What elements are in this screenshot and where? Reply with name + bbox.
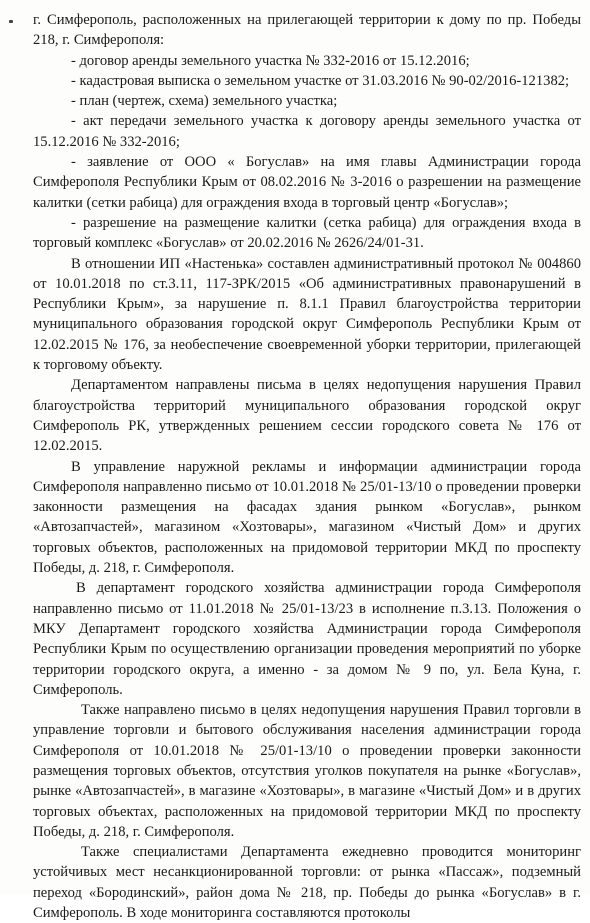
list-item-cadastral-extract: - кадастровая выписка о земельном участке от 31.03.2016 № 90-02/2016-121382; [71, 72, 570, 89]
paragraph-trade-rules: Также направлено письмо в целях недопущения нарушения Правил торговли в управление торговли и бытового обслуживания населения администрации города Симферополя от 10.01.2018 № 25/01-13/10 о проведении проверки законности размещения торговых объектов, отсутствия уголков покупателя на рынке «Богуслав», рынке «Автозапчастей», в магазине «Хозтовары», в магазине «Чистый Дом» и в других торговых объектах, расположенных на придомовой территории МКД по проспекту Победы, д. 218, г. Симферополя. [33, 702, 581, 840]
scan-mark [9, 20, 13, 23]
list-item-permit: - разрешение на размещение калитки (сетка рабица) для ограждения входа в торговый комплекс «Богуслав» от 20.02.2016 № 2626/24/01-31. [33, 214, 581, 252]
list-item-land-plan: - план (чертеж, схема) земельного участка; [71, 93, 338, 110]
paragraph-letters: Департаментом направлены письма в целях недопущения нарушения Правил благоустройства территорий муниципального образования городской округ Симферополь РК, утвержденных решением сессии городского совета № 176 от 12.02.2015. [33, 377, 581, 455]
paragraph-city-economy: В департамент городского хозяйства администрации города Симферополя направленно письмо от 11.01.2018 № 25/01-13/23 в исполнение п.3.13. Положения о МКУ Департамент городского хозяйства Администрации города Симферополя Республики Крым по осуществлению организации проведения мероприятий по уборке территории городского округа, а именно - за домом № 9 по, ул. Бела Куна, г. Симферополь. [33, 580, 581, 698]
list-item-lease-agreement: - договор аренды земельного участка № 332-2016 от 15.12.2016; [71, 52, 470, 69]
list-item-application: - заявление от ООО « Богуслав» на имя главы Администрации города Симферополя Республики Крым от 08.02.2016 № 3-2016 о разрешении на размещение калитки (сетки рабица) для ограждения входа в торговый центр «Богуслав»; [33, 154, 581, 211]
paragraph-monitoring: Также специалистами Департамента ежедневно проводится мониторинг устойчивых мест несанкционированной торговли: от рынка «Пассаж», подземный переход «Бородинский», район дома № 218, пр. Победы до рынка «Богуслав» в г. Симферополь. В ходе мониторинга составляются протоколы [33, 844, 581, 922]
paragraph-intro: г. Симферополь, расположенных на прилегающей территории к дому по пр. Победы 218, г. Симферополя: [33, 12, 581, 49]
paragraph-advertising: В управление наружной рекламы и информации администрации города Симферополя направленно письмо от 10.01.2018 № 25/01-13/10 о проведении проверки законности размещения на фасадах здания рынком «Богуслав», рынком «Автозапчастей», магазином «Хозтовары», магазином «Чистый Дом» и других торговых объектов, расположенных на придомовой территории МКД по проспекту Победы, д. 218, г. Симферополя. [33, 458, 581, 577]
list-item-transfer-act: - акт передачи земельного участка к договору аренды земельного участка от 15.12.2016 № 332-2016; [33, 113, 581, 150]
document-body [33, 10, 581, 923]
paragraph-protocol: В отношении ИП «Настенька» составлен административный протокол № 004860 от 10.01.2018 по ст.3.11, 117-ЗРК/2015 «Об административных правонарушений в Республики Крым», за нарушение п. 8.1.1 Правил благоустройства территории муниципального образования городской округ Симферополь Республики Крым от 12.02.2015 № 176, за необеспечение своевременной уборки территории, прилегающей к торговому объекту. [33, 255, 581, 374]
